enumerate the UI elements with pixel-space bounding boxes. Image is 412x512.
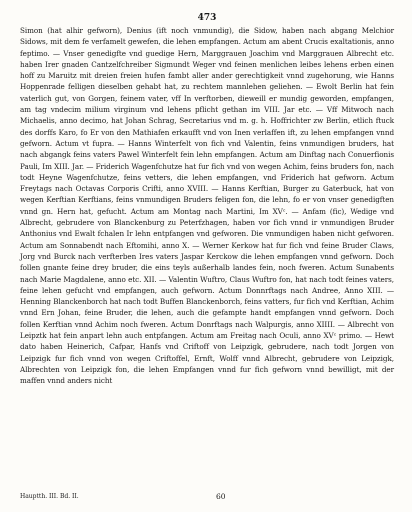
- body-text: Simon (hat alhir gefworn), Denius (ift noch vnmundig), die Sidow, haben nach abgang Melchior Sidows, mit dem fe verfamelt gewefen, die lehen empfangen. Actum am abent Crucis exaltationis, anno feptimo. — Vnser genedigfte vnd guedige Hern, Marggrauen Joachim vnd Marggrauen Albrecht etc. haben Irer gnaden Cantzelfchreiber Sigmundt Weger vnd feinen menlichen leibes lehens erben einen hoff zu Maruitz mit dreien freien hufen fambt aller ander gerechtigkeit vnnd zugehorung, wie Hanns Hoppenrade felligen dieselben gehabt hat, zu rechtem mannlehen geliehen. — Ewolt Berlin hat fein vaterlich gut, von Gorgen, feinem vater, vff In verftorben, dieweill er mundig geworden, empfangen, am tag vndecim milium virginum vnd lehens pflicht gethan im VIII. Jar etc. — Vff Mitwoch nach Michaelis, anno decimo, hat Johan Schrag, Secretarius vnd m. g. h. Hoffrichter zw Berlin, etlich ftuck des dorffs Karo, fo Er von den Mathiafen erkaufft vnd von Inen verlaffen ift, zu lehen empfangen vnnd gefworn. Actum vt fupra. — Hanns Winterfelt von fich vnd Valentin, feins vnmundigen bruders, hat nach abgangk feins vaters Pawel Winterfelt fein lehn empfangen. Actum am Dinftag nach Conuerfionis Pauli, Im XIII. Jar. — Friderich Wagenfchutze hat fur fich vnd von wegen Achim, feins bruders fon, nach todt Heyne Wagenfchutze, feins vetters, die lehen empfangen, vnd Friderich hat gefworn. Actum Freytags nach Octavas Corporis Crifti, anno XVIII. — Hanns Kerftian, Burger zu Gaterbuck, hat von wegen Kerftian Kerftians, feins vnmundigen Bruders feligen fon, die lehn, fo er von vnser genedigften vnnd gn. Hern hat, gefucht. Actum am Montag nach Martini, Im XVᶜ. — Anfam (fic), Wedige vnd Albrecht, gebrudere von Blanckenburg zu Peterfzhagen, haben vor fich vnnd ir vnmundigen Bruder Anthonius vnd Ewalt fchalen Ir lehn entpfangen vnd gefworen. Die vnmundigen haben nicht gefworen. Actum am Sonnabendt nach Eftomihi, anno X. — Werner Kerkow hat fur fich vnd feine Bruder Claws, Jorg vnd Burck nach verfterben Ires vaters Jaspar Kerckow die lehen empfangen vnnd gefworn. Doch follen gnante feine drey bruder, die eins teyls außerhalb landes fein, noch fweren. Actum Sunabents nach Marie Magdalene, anno etc. XII. — Valentin Wuftro, Claus Wuftro fon, hat nach todt feines vaters, feine lehen gefucht vnd empfangen, auch gefworn. Actum Donnrftags nach Andree, Anno XIII. — Henning Blanckenborch hat nach todt Buffen Blanckenborch, feins vatters, fur fich vnd Kerftian, Achim vnnd Ern Johan, feine Bruder, die lehen, auch die gefampte handt empfangen vnnd gefworn. Doch follen Kerftian vnnd Achim noch fweren. Actum Donrftags nach Walpurgis, anno XIIII. — Albrecht von Leipztk hat fein anpart lehn auch entpfangen. Actum am Freitag nach Oculi, anno XVᶜ primo. — Hewt dato haben Heinerich, Cafpar, Hanfs vnd Criftoff von Leipzigk, gebrudere, nach todt Jorgen von Leipzigk fur fich vnnd von wegen Criftoffel, Ernft, Wolff vnnd Albrecht, gebrudere von Leipzigk, Albrechten von Leipzigk fon, die lehen Empfangen vnnd fur fich gefworn vnnd bewilligt, mit der maffen vnnd anders nicht: [20, 26, 394, 386]
- page-footer: [20, 491, 394, 503]
- signature-mark: Hauptth. III. Bd. II.: [20, 493, 79, 500]
- sheet-number: 60: [216, 492, 226, 501]
- page-number: 473: [197, 13, 217, 23]
